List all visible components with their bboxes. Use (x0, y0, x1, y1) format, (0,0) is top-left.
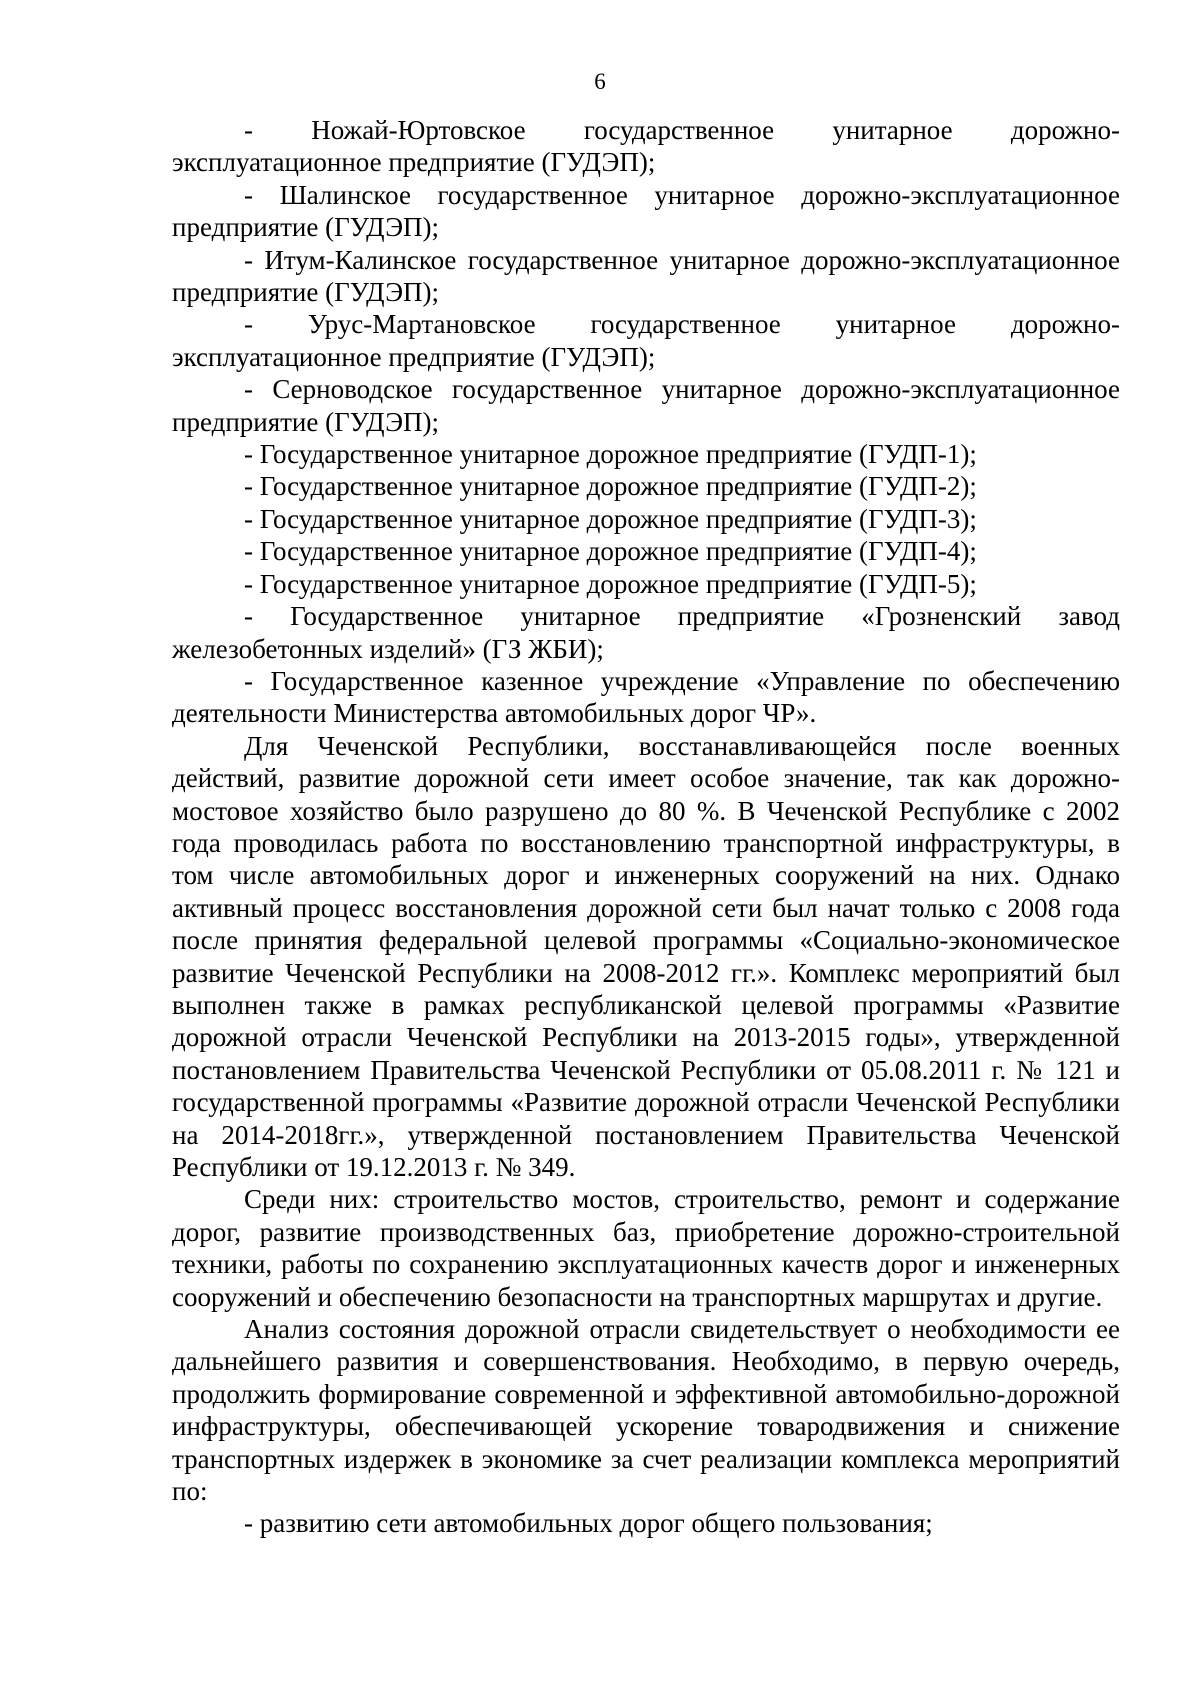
list-item: - Серноводское государственное унитарное дорожно-эксплуатационное предприятие (ГУДЭП); (172, 374, 1120, 437)
list-item: - Государственное унитарное дорожное предприятие (ГУДП-3); (244, 503, 977, 534)
list-item: - Шалинское государственное унитарное дорожно-эксплуатационное предприятие (ГУДЭП); (172, 179, 1120, 243)
body-paragraph: Для Чеченской Республики, восстанавливающейся после военных действий, развитие дорожной сети имеет особое значение, так как дорожно-мостовое хозяйство было разрушено до 80 %. В Чеченской Республике с 2002 года проводилась работа по восстановлению транспортной инфраструктуры, в том числе автомобильных дорог и инженерных сооружений на них. Однако активный процесс восстановления дорожной сети был начат только с 2008 года после принятия федеральной целевой программы «Социально-экономическое развитие Чеченской Республики на 2008-2012 гг.». Комплекс мероприятий был выполнен также в рамках республиканской целевой программы «Развитие дорожной отрасли Чеченской Республики на 2013-2015 годы», утвержденной постановлением Правительства Чеченской Республики от 05.08.2011 г. № 121 и государственной программы «Развитие дорожной отрасли Чеченской Республики на 2014-2018гг.», утвержденной постановлением Правительства Чеченской Республики от 19.12.2013 г. № 349. (172, 730, 1120, 1182)
list-item: - Государственное унитарное дорожное предприятие (ГУДП-5); (244, 568, 977, 599)
page-number: 6 (594, 69, 606, 94)
body-paragraph: Среди них: строительство мостов, строительство, ремонт и содержание дорог, развитие производственных баз, приобретение дорожно-строительной техники, работы по сохранению эксплуатационных качеств дорог и инженерных сооружений и обеспечению безопасности на транспортных маршрутах и другие. (172, 1184, 1120, 1312)
list-item: - Государственное казенное учреждение «Управление по обеспечению деятельности Министерства автомобильных дорог ЧР». (172, 665, 1120, 729)
list-item: - Государственное унитарное дорожное предприятие (ГУДП-4); (244, 536, 977, 567)
list-item: - Итум-Калинское государственное унитарное дорожно-эксплуатационное предприятие (ГУДЭП); (172, 244, 1120, 308)
list-item: - Государственное унитарное предприятие «Грозненский завод железобетонных изделий» (ГЗ ЖБИ); (172, 601, 1120, 664)
document-body (172, 114, 1120, 1540)
list-item: - Государственное унитарное дорожное предприятие (ГУДП-2); (244, 471, 977, 502)
list-item: - развитию сети автомобильных дорог общего пользования; (244, 1508, 933, 1539)
body-paragraph: Анализ состояния дорожной отрасли свидетельствует о необходимости ее дальнейшего развития и совершенствования. Необходимо, в первую очередь, продолжить формирование современной и эффективной автомобильно-дорожной инфраструктуры, обеспечивающей ускорение товародвижения и снижение транспортных издержек в экономике за счет реализации комплекса мероприятий по: (172, 1314, 1120, 1507)
list-item: - Урус-Мартановское государственное унитарное дорожно-эксплуатационное предприятие (ГУДЭП); (172, 309, 1120, 372)
list-item: - Государственное унитарное дорожное предприятие (ГУДП-1); (244, 439, 977, 470)
list-item: - Ножай-Юртовское государственное унитарное дорожно-эксплуатационное предприятие (ГУДЭП); (172, 115, 1120, 178)
